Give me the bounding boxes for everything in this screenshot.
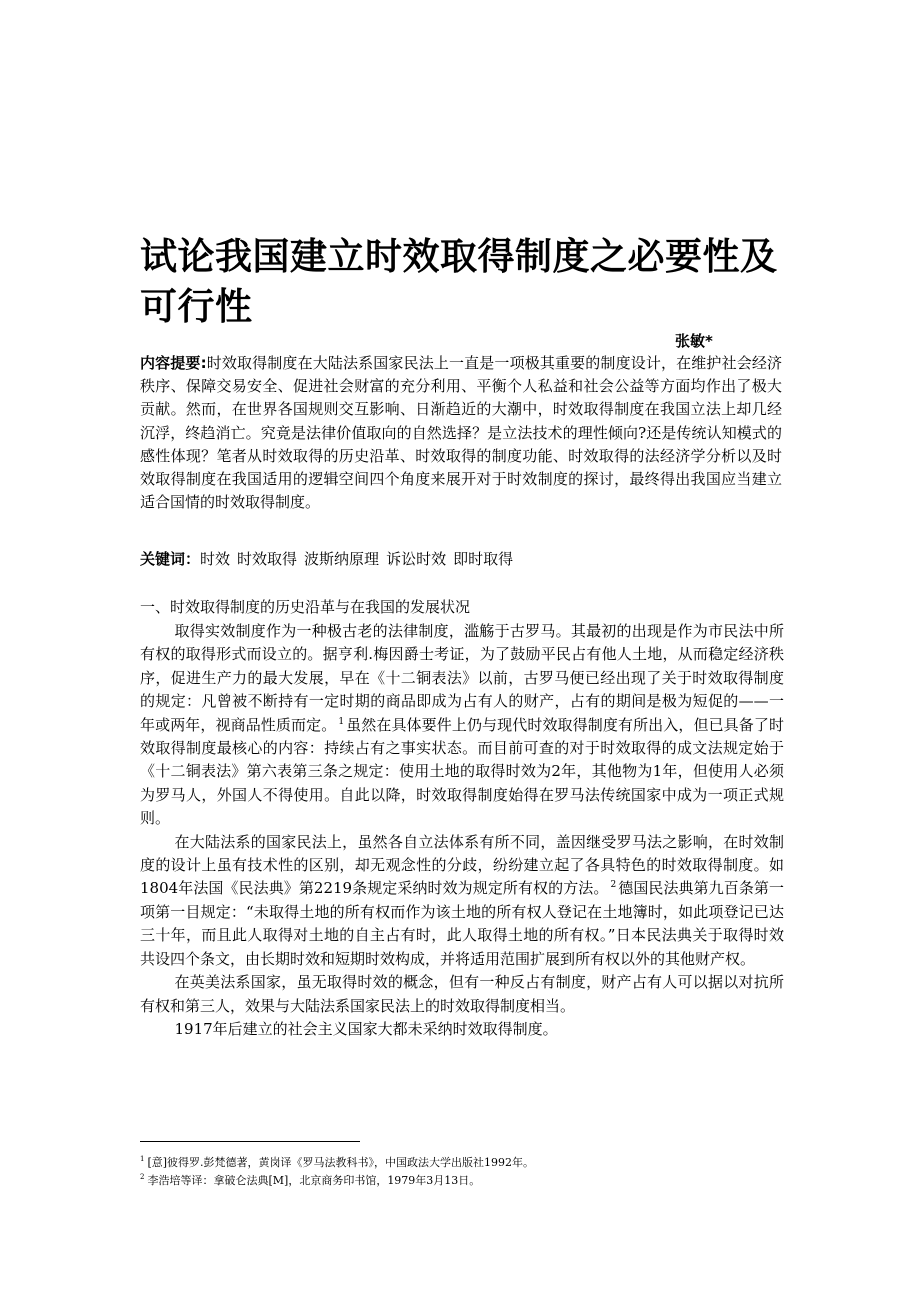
keywords-label: 关键词： — [140, 550, 201, 568]
footnote-mark: 1 — [140, 1155, 145, 1164]
paragraph-text: 在大陆法系的国家民法上，虽然各自立法体系有所不同，盖因继受罗马法之影响，在时效制度的设计上虽有技术性的区别，却无观念性的分歧，纷纷建立起了各具特色的时效取得制度。如1804年法国《民法典》第2219条规定采纳时效为规定所有权的方法。 — [140, 832, 784, 898]
author-name: 张敏* — [675, 332, 713, 350]
footnote-ref[interactable]: 1 — [338, 716, 345, 727]
paragraph-text: 取得实效制度作为一种极古老的法律制度，滥觞于古罗马。其最初的出现是作为市民法中所有权的取得形式而设立的。据亨利.梅因爵士考证，为了鼓励平民占有他人土地，从而稳定经济秩序，促进生产力的最大发展，早在《十二铜表法》以前，古罗马便已经出现了关于时效取得制度的规定：凡曾被不断持有一定时期的商品即成为占有人的财产，占有的期间是极为短促的——一年或两年，视商品性质而定。 — [140, 622, 784, 734]
abstract — [140, 352, 782, 514]
document-title: 试论我国建立时效取得制度之必要性及可行性 — [140, 235, 778, 328]
footnote — [140, 1172, 800, 1190]
section-heading: 一、时效取得制度的历史沿革与在我国的发展状况 — [140, 598, 471, 616]
footnote-text: 李浩培等译：拿破仑法典[M]，北京商务印书馆，1979年3月13日。 — [147, 1174, 481, 1187]
footnote-text: [意]彼得罗.彭梵德著，黄岗译《罗马法教科书》，中国政法大学出版社1992年。 — [147, 1156, 535, 1169]
keywords — [140, 548, 782, 570]
keyword: 即时取得 — [453, 550, 514, 568]
body-text — [140, 620, 784, 1041]
keyword: 诉讼时效 — [386, 550, 447, 568]
footnote-divider — [140, 1141, 360, 1142]
abstract-text: 时效取得制度在大陆法系国家民法上一直是一项极其重要的制度设计，在维护社会经济秩序、保障交易安全、促进社会财富的充分利用、平衡个人私益和社会公益等方面均作出了极大贡献。然而，在世界各国规则交互影响、日渐趋近的大潮中，时效取得制度在我国立法上却几经沉浮，终趋消亡。究竟是法律价值取向的自然选择？是立法技术的理性倾向?还是传统认知模式的感性体现？笔者从时效取得的历史沿革、时效取得的制度功能、时效取得的法经济学分析以及时效取得制度在我国适用的逻辑空间四个角度来展开对于时效制度的探讨，最终得出我国应当建立适合国情的时效取得制度。 — [140, 354, 782, 512]
paragraph-text: 虽然在具体要件上仍与现代时效取得制度有所出入，但已具备了时效取得制度最核心的内容：持续占有之事实状态。而目前可查的对于时效取得的成文法规定始于《十二铜表法》第六表第三条之规定：使用土地的取得时效为2年，其他物为1年，但使用人必须为罗马人，外国人不得使用。自此以降，时效取得制度始得在罗马法传统国家中成为一项正式规则。 — [140, 715, 784, 828]
footnote-ref[interactable]: 2 — [610, 880, 617, 891]
abstract-label: 内容提要: — [140, 354, 207, 372]
keyword: 时效 — [200, 550, 231, 568]
footnotes — [140, 1154, 800, 1190]
paragraph — [140, 620, 784, 831]
footnote — [140, 1154, 800, 1172]
keyword: 时效取得 — [237, 550, 298, 568]
footnote-mark: 2 — [140, 1173, 145, 1182]
paragraph — [140, 831, 784, 971]
keyword: 波斯纳原理 — [304, 550, 380, 568]
paragraph: 在英美法系国家，虽无取得时效的概念，但有一种反占有制度，财产占有人可以据以对抗所有权和第三人，效果与大陆法系国家民法上的时效取得制度相当。 — [140, 973, 784, 1015]
paragraph-text: 德国民法典第九百条第一项第一目规定：“未取得土地的所有权而作为该土地的所有权人登记在土地簿时，如此项登记已达三十年，而且此人取得对土地的自主占有时，此人取得土地的所有权。”日本民法典关于取得时效共设四个条文，由长期时效和短期时效构成，并将适用范围扩展到所有权以外的其他财产权。 — [140, 879, 784, 968]
paragraph: 1917年后建立的社会主义国家大都未采纳时效取得制度。 — [174, 1019, 558, 1038]
